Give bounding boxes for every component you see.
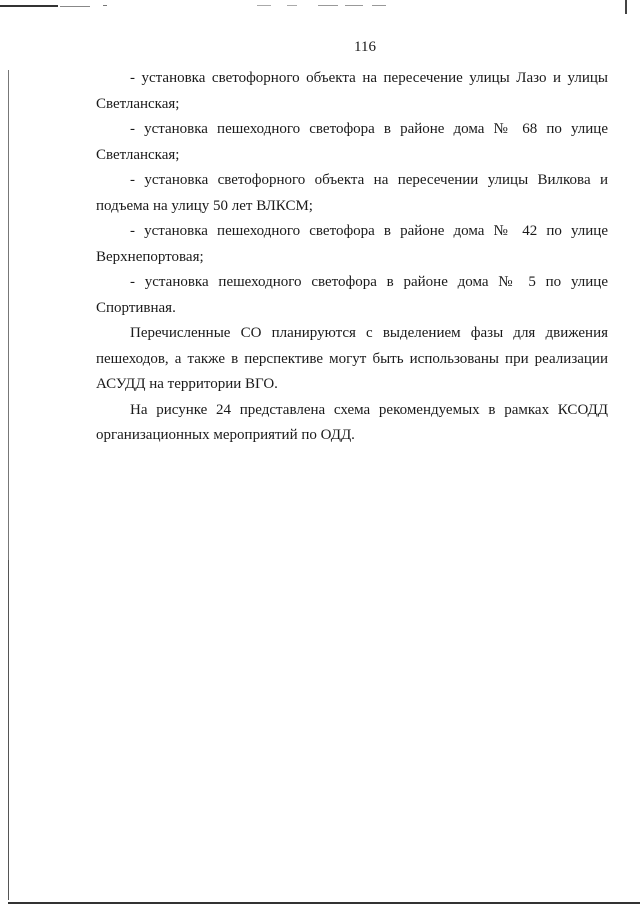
paragraph: Перечисленные СО планируются с выделением фазы для движения пешеходов, а также в перспективе могут быть использованы при реализации АСУДД на территории ВГО. xyxy=(96,325,608,392)
scan-edge-mark xyxy=(103,5,107,6)
paragraph: - установка пешеходного светофора в районе дома № 5 по улице Спортивная. xyxy=(96,274,608,316)
scan-edge-mark xyxy=(372,5,386,6)
scan-edge-mark xyxy=(625,0,627,14)
scan-edge-mark xyxy=(257,5,271,6)
page-number: 116 xyxy=(354,39,376,55)
scan-edge-mark xyxy=(345,5,363,6)
paragraph: На рисунке 24 представлена схема рекомендуемых в рамках КСОДД организационных мероприятий по ОДД. xyxy=(96,401,608,443)
scan-edge-mark xyxy=(287,5,297,6)
scan-edge-mark xyxy=(8,560,9,900)
paragraph: - установка светофорного объекта на пересечении улицы Вилкова и подъема на улицу 50 лет ВЛКСМ; xyxy=(96,172,608,214)
scan-edge-mark xyxy=(60,6,90,7)
scan-edge-mark xyxy=(8,902,640,904)
paragraph: - установка пешеходного светофора в районе дома № 42 по улице Верхнепортовая; xyxy=(96,223,608,265)
paragraph: - установка пешеходного светофора в районе дома № 68 по улице Светланская; xyxy=(96,121,608,163)
paragraph: - установка светофорного объекта на пересечение улицы Лазо и улицы Светланская; xyxy=(96,70,608,112)
scan-edge-mark xyxy=(318,5,338,6)
scan-edge-mark xyxy=(0,5,58,7)
document-body xyxy=(96,66,608,449)
